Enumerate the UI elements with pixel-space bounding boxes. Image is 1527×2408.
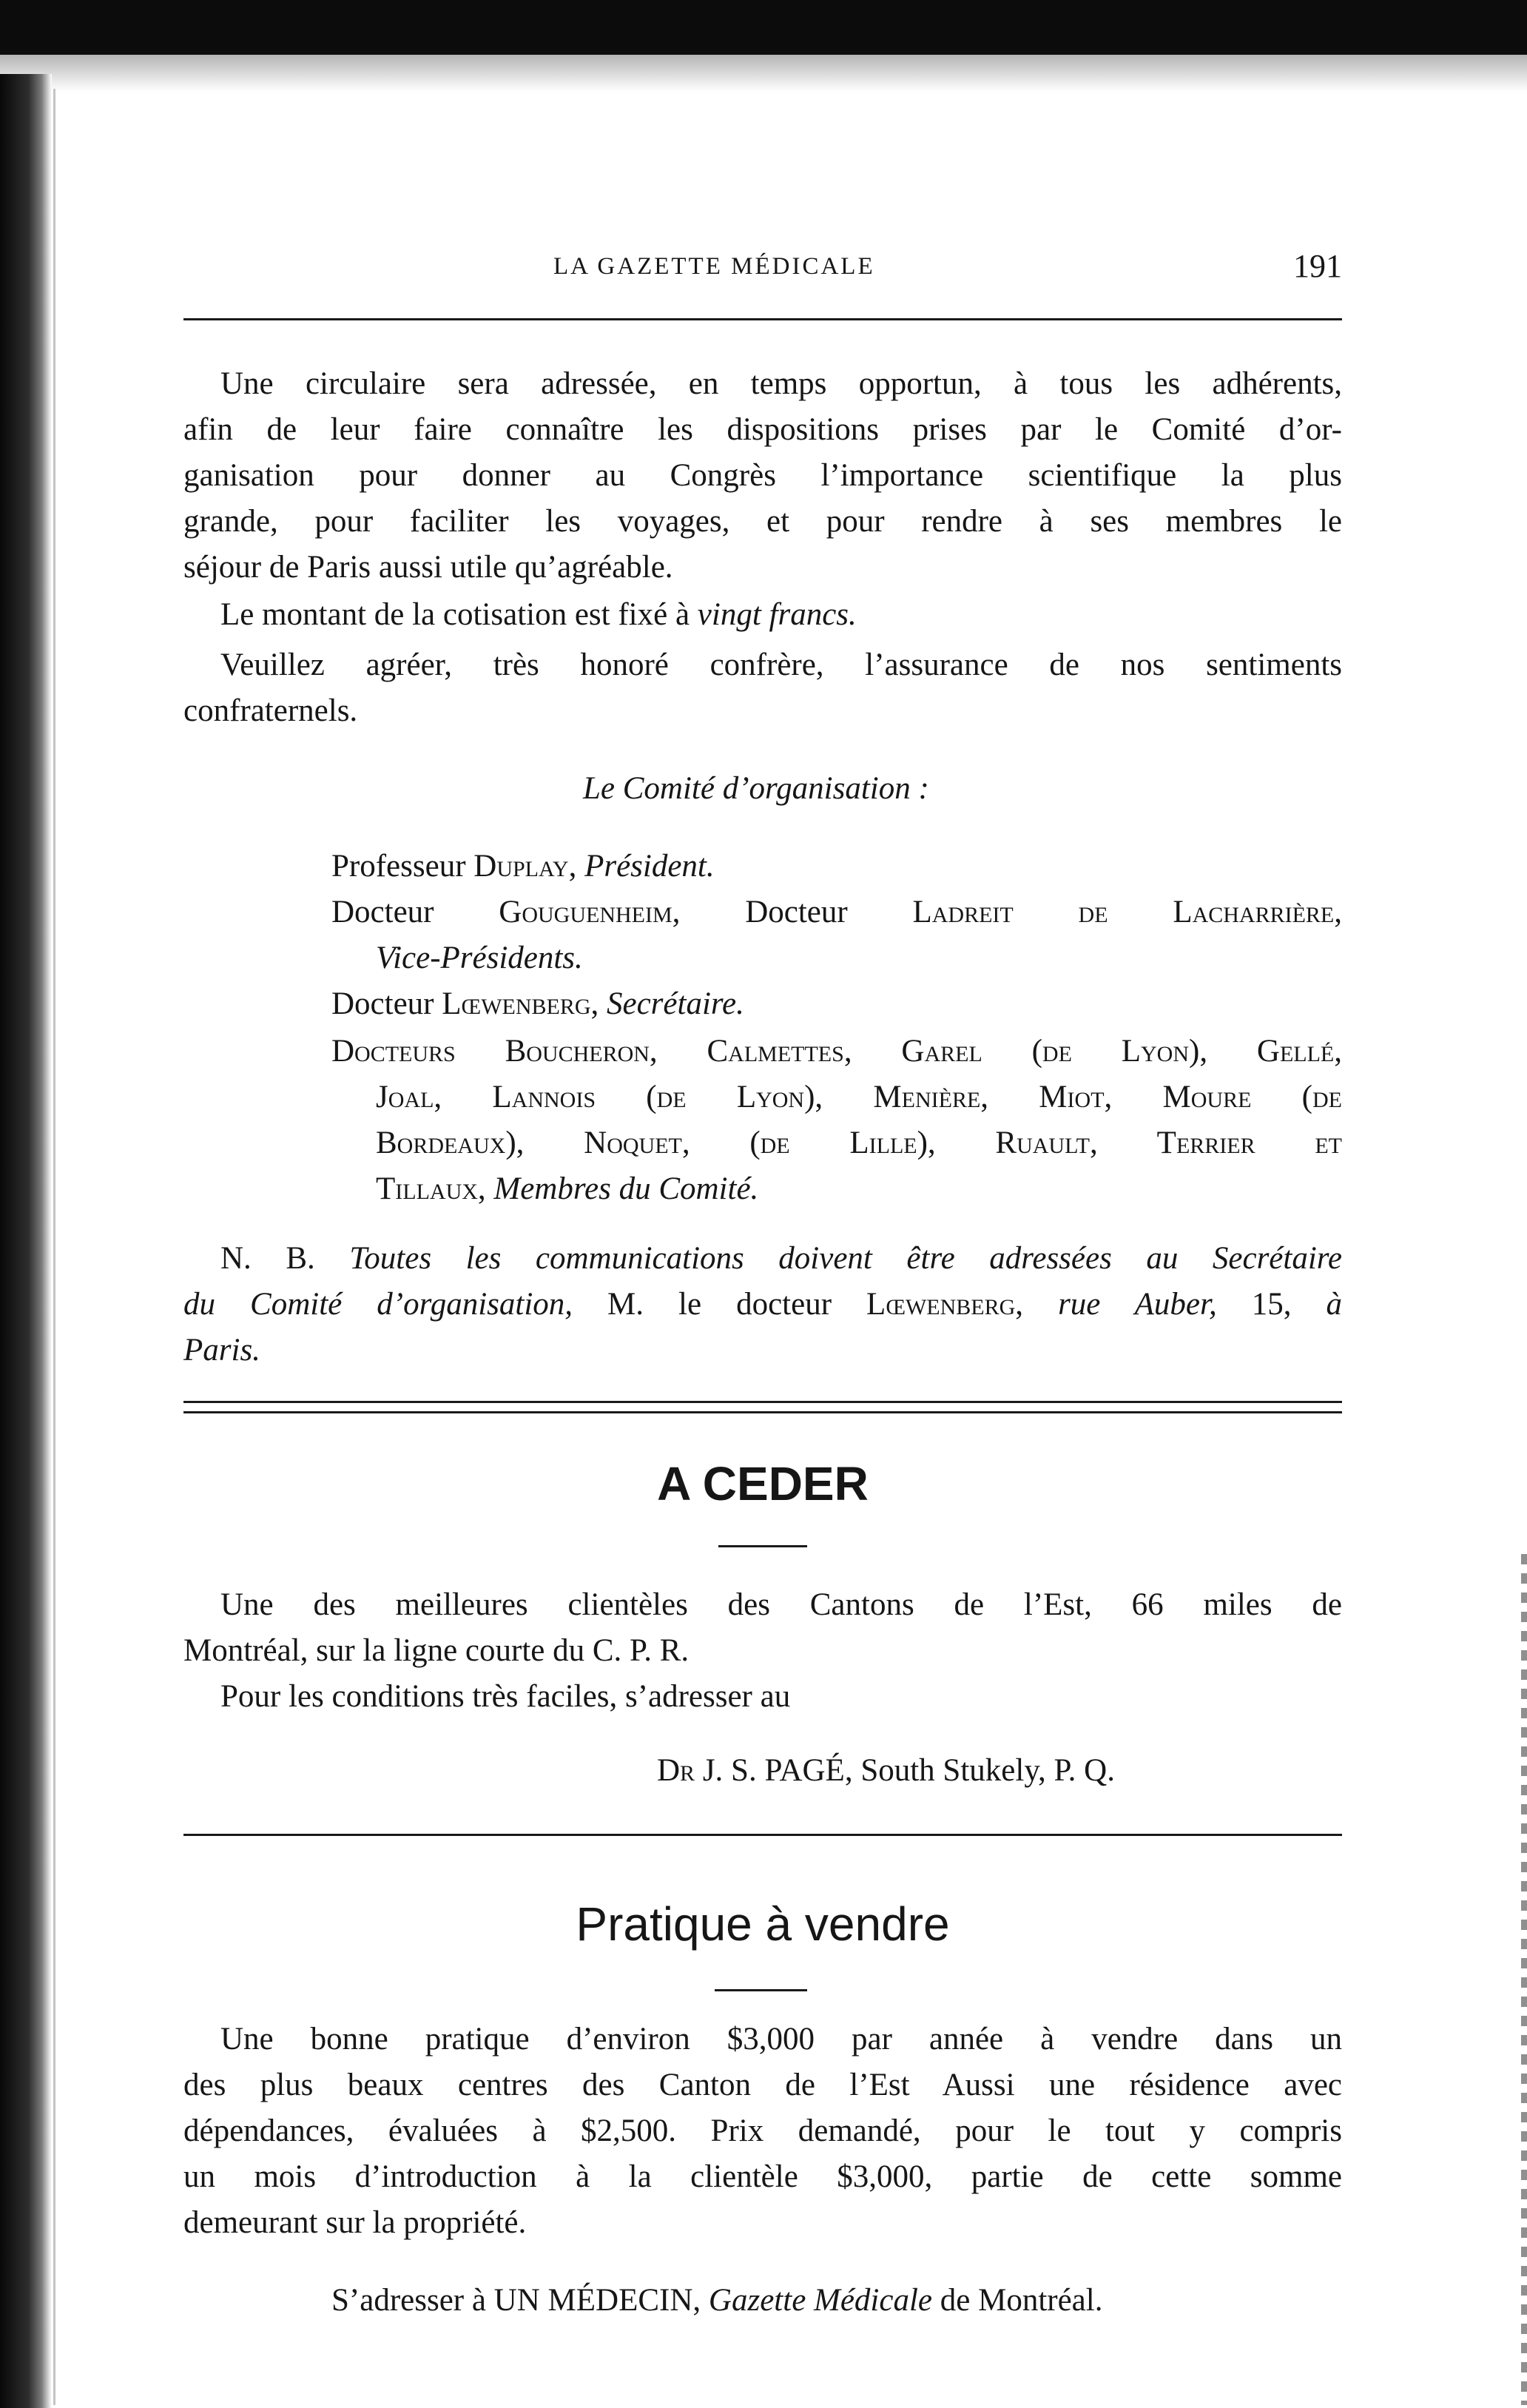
header-rule — [183, 318, 1342, 320]
committee-secretary — [331, 981, 744, 1027]
nota-bene-name: Lœwenberg, — [866, 1287, 1024, 1322]
letter-line-4: grande, pour faciliter les voyages, et pour rendre à ses membres le — [183, 504, 1342, 539]
letter-line-5: séjour de Paris aussi utile qu’agréable. — [183, 550, 673, 585]
vp-title-2: Docteur — [745, 895, 848, 929]
ad-a-ceder-heading: A CEDER — [657, 1457, 869, 1510]
secretary-role: Secrétaire. — [607, 986, 744, 1021]
ad-pratique-line-5: demeurant sur la propriété. — [183, 2205, 527, 2240]
vp-name-2: Ladreit de Lacharrière, — [912, 895, 1343, 929]
members-line-1: Docteurs Boucheron, Calmettes, Garel (de Lyon), Gellé, — [331, 1034, 1342, 1069]
contact-prefix: S’adresser à UN MÉDECIN, — [331, 2283, 709, 2318]
nota-bene-number: 15, — [1216, 1287, 1327, 1322]
members-line-2: Joal, Lannois (de Lyon), Menière, Miot, Moure (de — [376, 1080, 1342, 1114]
committee-vice-presidents — [331, 889, 1342, 935]
section-double-rule-top — [183, 1401, 1342, 1403]
vp-title: Docteur — [331, 895, 434, 929]
scan-binding-edge — [53, 89, 55, 2405]
ad-a-ceder-line-3: Pour les conditions très faciles, s’adresser au — [220, 1679, 791, 1714]
nota-bene-line-1 — [220, 1236, 1342, 1282]
nota-bene-line-2 — [183, 1282, 1342, 1328]
letter-line-2: afin de leur faire connaître les dispositions prises par le Comité d’or- — [183, 412, 1342, 447]
committee-president — [331, 844, 715, 889]
closing-line-2: confraternels. — [183, 693, 358, 728]
ad-pratique-heading: Pratique à vendre — [576, 1897, 950, 1951]
ad-pratique-line-2: des plus beaux centres des Canton de l’Est Aussi une résidence avec — [183, 2068, 1342, 2102]
nota-bene-committee: du Comité d’organisation, — [183, 1287, 573, 1322]
closing-line-1: Veuillez agréer, très honoré confrère, l’assurance de nos sentiments — [220, 648, 1342, 682]
members-last-name: Tillaux, — [376, 1171, 486, 1206]
secretary-name: Lœwenberg, — [442, 986, 599, 1021]
nota-bene-text: Toutes les communications doivent être adressées au Secrétaire — [349, 1241, 1343, 1276]
ad-a-ceder-line-1: Une des meilleures clientèles des Cantons de l’Est, 66 miles de — [220, 1587, 1342, 1622]
vp-role: Vice-Présidents. — [376, 941, 583, 975]
scan-binding-shadow — [0, 74, 52, 2408]
ad-a-ceder-contact — [657, 1748, 1115, 1794]
president-name: Duplay, — [473, 849, 577, 884]
ad-pratique-contact — [331, 2278, 1102, 2324]
cotisation-line — [220, 592, 857, 638]
ad-pratique-line-4: un mois d’introduction à la clientèle $3,000, partie de cette somme — [183, 2159, 1342, 2194]
nota-bene-a: à — [1326, 1287, 1342, 1322]
section-double-rule-bottom — [183, 1411, 1342, 1413]
nota-bene-doctor: M. le docteur — [573, 1287, 867, 1322]
letter-line-1: Une circulaire sera adressée, en temps opportun, à tous les adhérents, — [220, 366, 1342, 401]
ad-a-ceder-short-rule — [718, 1545, 807, 1547]
scan-right-edge — [1521, 1554, 1527, 2405]
secretary-title: Docteur — [331, 986, 434, 1021]
members-line-3: Bordeaux), Noquet, (de Lille), Ruault, Terrier et — [376, 1126, 1342, 1160]
letter-line-3: ganisation pour donner au Congrès l’importance scientifique la plus — [183, 458, 1342, 493]
nota-bene-line-3: Paris. — [183, 1333, 260, 1368]
contact-publication: Gazette Médicale — [708, 2283, 932, 2318]
nota-bene-street: rue Auber, — [1023, 1287, 1217, 1322]
members-line-4 — [376, 1166, 758, 1212]
cotisation-amount: vingt francs. — [697, 597, 857, 632]
nota-bene-label: N. B. — [220, 1241, 315, 1276]
contact-title: Dr — [657, 1753, 695, 1788]
section-rule — [183, 1834, 1342, 1836]
document-page — [183, 0, 1342, 2408]
ad-a-ceder-line-2: Montréal, sur la ligne courte du C. P. R. — [183, 1633, 690, 1668]
page-header — [183, 244, 1342, 289]
committee-heading: Le Comité d’organisation : — [583, 771, 929, 806]
contact-name: J. S. PAGÉ, South Stukely, P. Q. — [695, 1753, 1115, 1788]
president-title: Professeur — [331, 849, 466, 884]
running-title: LA GAZETTE MÉDICALE — [553, 253, 875, 280]
ad-pratique-line-3: dépendances, évaluées à $2,500. Prix demandé, pour le tout y compris — [183, 2113, 1342, 2148]
page-number: 191 — [1293, 248, 1342, 284]
contact-city: de Montréal. — [932, 2283, 1103, 2318]
cotisation-text: Le montant de la cotisation est fixé à — [220, 597, 698, 632]
ad-pratique-line-1: Une bonne pratique d’environ $3,000 par année à vendre dans un — [220, 2022, 1342, 2056]
ad-pratique-short-rule — [715, 1989, 807, 1991]
president-role: Président. — [584, 849, 715, 884]
vp-name-1: Gouguenheim, — [499, 895, 681, 929]
members-role: Membres du Comité. — [493, 1171, 759, 1206]
